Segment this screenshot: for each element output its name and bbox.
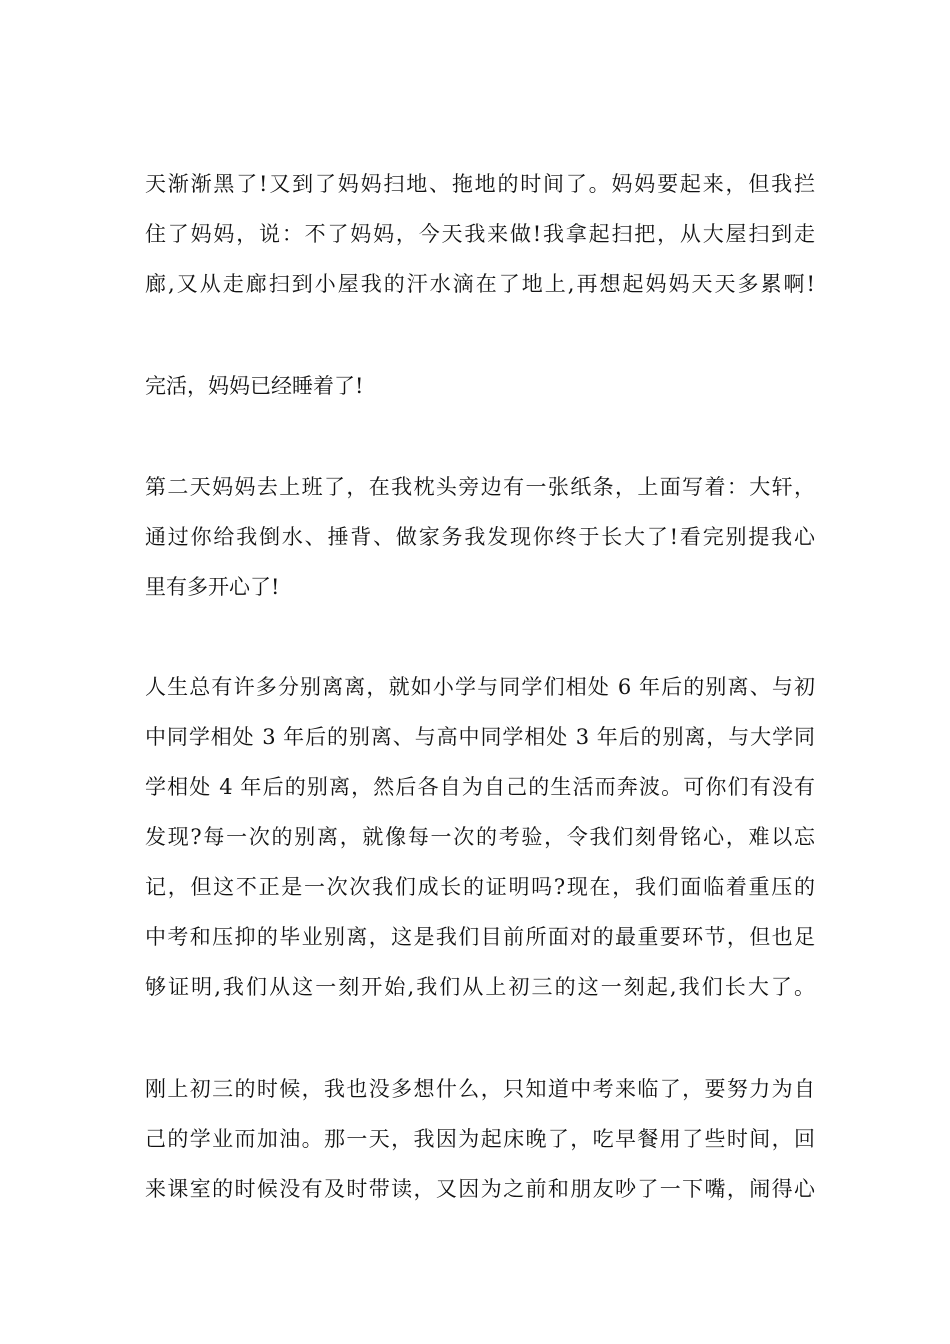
paragraph-1-line-1: 天渐渐黑了!又到了妈妈扫地、拖地的时间了。妈妈要起来，但我拦 bbox=[145, 172, 815, 196]
paragraph-5-line-2: 己的学业而加油。那一天，我因为起床晚了，吃早餐用了些时间，回 bbox=[145, 1127, 815, 1151]
paragraph-4-line-4: 发现?每一次的别离，就像每一次的考验，令我们刻骨铭心，难以忘 bbox=[145, 825, 815, 849]
paragraph-2-line-1: 完活，妈妈已经睡着了! bbox=[145, 374, 364, 398]
paragraph-5-line-1: 刚上初三的时候，我也没多想什么，只知道中考来临了，要努力为自 bbox=[145, 1077, 815, 1101]
paragraph-3-line-3: 里有多开心了! bbox=[145, 575, 280, 599]
paragraph-1-line-2: 住了妈妈，说：不了妈妈，今天我来做!我拿起扫把，从大屋扫到走 bbox=[145, 222, 815, 246]
paragraph-4-line-1: 人生总有许多分别离离，就如小学与同学们相处 6 年后的别离、与初 bbox=[145, 675, 815, 699]
paragraph-4-line-2: 中同学相处 3 年后的别离、与高中同学相处 3 年后的别离，与大学同 bbox=[145, 725, 815, 749]
paragraph-1-line-3: 廊,又从走廊扫到小屋我的汗水滴在了地上,再想起妈妈天天多累啊! bbox=[145, 272, 815, 296]
paragraph-3-line-1: 第二天妈妈去上班了，在我枕头旁边有一张纸条，上面写着：大轩， bbox=[145, 475, 815, 499]
paragraph-4-line-6: 中考和压抑的毕业别离，这是我们目前所面对的最重要环节，但也足 bbox=[145, 925, 815, 949]
paragraph-3-line-2: 通过你给我倒水、捶背、做家务我发现你终于长大了!看完别提我心 bbox=[145, 525, 815, 549]
paragraph-4-line-3: 学相处 4 年后的别离，然后各自为自己的生活而奔波。可你们有没有 bbox=[145, 775, 815, 799]
paragraph-4-line-7: 够证明,我们从这一刻开始,我们从上初三的这一刻起,我们长大了。 bbox=[145, 975, 815, 999]
paragraph-4-line-5: 记，但这不正是一次次我们成长的证明吗?现在，我们面临着重压的 bbox=[145, 875, 815, 899]
paragraph-5-line-3: 来课室的时候没有及时带读，又因为之前和朋友吵了一下嘴，闹得心 bbox=[145, 1177, 815, 1201]
